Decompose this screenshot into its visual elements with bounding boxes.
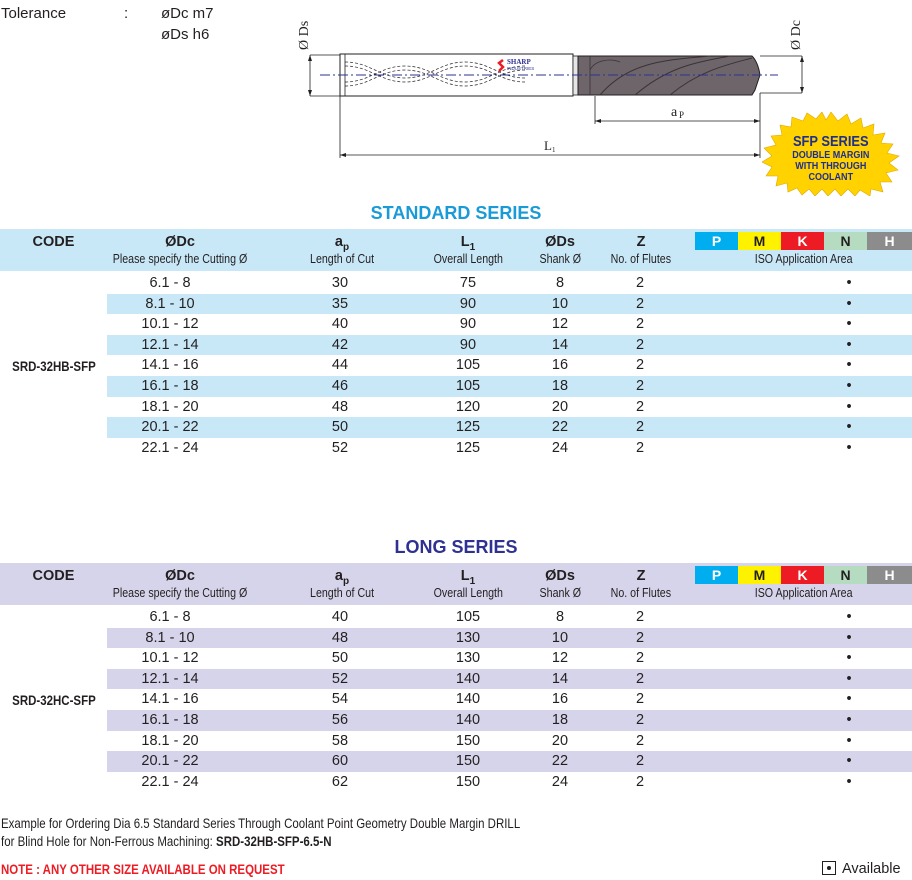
dc-label: Ø Dc (789, 20, 804, 50)
ordering-example-line1: Example for Ordering Dia 6.5 Standard Series Through Coolant Point Geometry Double Margin DRILL (1, 815, 521, 831)
table-row: 8.1 - 10 35 90 10 2 • (0, 294, 912, 315)
table-row: 6.1 - 8 40 105 8 2 • (149, 609, 852, 625)
header-dc: ØDc (165, 234, 195, 250)
tolerance-dc: øDc m7 (161, 5, 214, 22)
svg-text:INDUSTRIES: INDUSTRIES (507, 66, 535, 71)
svg-text:L: L (544, 138, 552, 153)
table-row: 14.1 - 16 44 105 16 2 • (141, 357, 852, 374)
legend-label: Available (842, 861, 901, 877)
table-row: 14.1 - 16 54 140 16 2 • (141, 691, 852, 708)
starburst-icon (762, 112, 900, 196)
table-row: 10.1 - 12 40 90 12 2 • (141, 316, 852, 333)
iso-p: P (695, 232, 738, 250)
svg-text:a: a (671, 105, 678, 120)
svg-text:P: P (679, 110, 685, 120)
note-text: NOTE : ANY OTHER SIZE AVAILABLE ON REQUEST (1, 861, 285, 877)
tolerance-label: Tolerance (1, 5, 67, 22)
ds-label: Ø Ds (297, 20, 312, 50)
legend (822, 861, 901, 877)
header-ap: $a_p$ (334, 234, 350, 253)
table-row: 22.1 - 24 62 150 24 2 • (141, 773, 852, 790)
table-row: 22.1 - 24 52 125 24 2 • (141, 439, 852, 456)
badge-line2: DOUBLE MARGIN (792, 149, 870, 162)
header-ds: ØDs (545, 234, 575, 250)
sfp-series-badge (762, 112, 900, 196)
header-iso-sub: ISO Application Area (754, 251, 853, 266)
table-row: 8.1 - 10 48 130 10 2 • (0, 628, 912, 649)
standard-code: SRD-32HB-SFP (11, 358, 96, 374)
header-ds-sub: Shank Ø (539, 251, 581, 266)
svg-text:1: 1 (552, 146, 556, 154)
table-row: 16.1 - 18 46 105 18 2 • (0, 376, 912, 397)
long-series-title: LONG SERIES (394, 537, 518, 557)
standard-series-title: STANDARD SERIES (370, 203, 542, 223)
long-code: SRD-32HC-SFP (11, 692, 96, 708)
ordering-example-code: SRD-32HB-SFP-6.5-N (216, 833, 332, 849)
table-row: 10.1 - 12 50 130 12 2 • (141, 650, 852, 667)
table-row: 12.1 - 14 52 140 14 2 • (0, 669, 912, 690)
ordering-example-line2: for Blind Hole for Non-Ferrous Machining: SRD-32HB-SFP-6.5-N (1, 833, 332, 849)
header-dc-sub: Please specify the Cutting Ø (112, 251, 248, 266)
table-row: 20.1 - 22 60 150 22 2 • (0, 751, 912, 772)
iso-p: P (695, 566, 738, 584)
header-z-sub: No. of Flutes (610, 251, 672, 266)
iso-n: N (824, 566, 867, 584)
header-code: CODE (32, 234, 75, 250)
tolerance-colon: : (124, 5, 129, 22)
iso-h: H (867, 232, 912, 250)
ordering-example (1, 814, 634, 850)
table-row: 18.1 - 20 58 150 20 2 • (141, 732, 852, 749)
iso-m: M (738, 232, 781, 250)
header-l1: $L_1$ (460, 234, 476, 253)
logo-text: SHARP (507, 58, 531, 66)
long-table-header: CODE ØDc Please specify the Cutting Ø $a_p$ Length of Cut $L_1$ Overall Length ØDs Shank Ø Z No. of Flutes P M K N H ISO Application Area (0, 563, 912, 605)
iso-k: K (781, 232, 824, 250)
table-row: 16.1 - 18 56 140 18 2 • (0, 710, 912, 731)
table-row: 20.1 - 22 50 125 22 2 • (0, 417, 912, 438)
drill-drawing (290, 0, 810, 170)
iso-k: K (781, 566, 824, 584)
badge-line4: COOLANT (808, 171, 854, 184)
header-l1-sub: Overall Length (433, 251, 503, 266)
badge-line1: SFP SERIES (792, 132, 869, 150)
header-ap-sub: Length of Cut (309, 251, 375, 266)
table-row: 12.1 - 14 42 90 14 2 • (0, 335, 912, 356)
header-z: Z (636, 234, 646, 250)
iso-m: M (738, 566, 781, 584)
iso-n: N (824, 232, 867, 250)
available-dot-icon (822, 861, 836, 875)
badge-line3: WITH THROUGH (795, 160, 867, 173)
standard-table-header (0, 229, 912, 271)
tolerance-ds: øDs h6 (161, 26, 210, 43)
drill-diagram-icon (290, 0, 810, 170)
iso-h: H (867, 566, 912, 584)
table-row: 6.1 - 8 30 75 8 2 • (149, 275, 852, 291)
table-row: 18.1 - 20 48 120 20 2 • (141, 398, 852, 415)
